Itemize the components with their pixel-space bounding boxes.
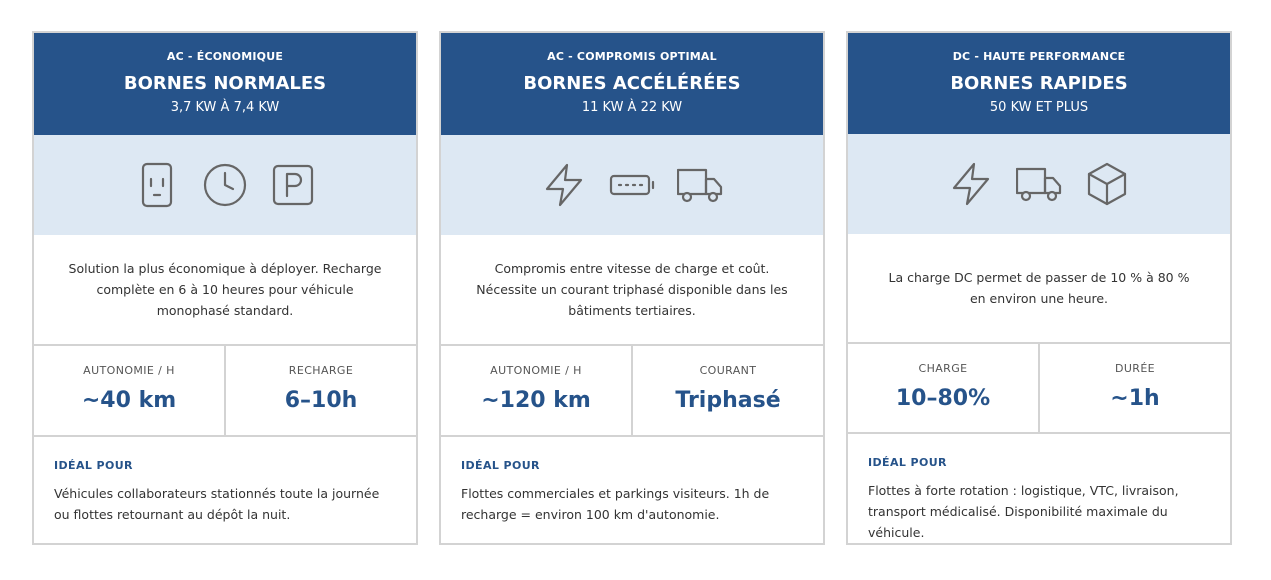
cards-container	[32, 31, 1232, 545]
ideal-label: IDÉAL POUR	[868, 455, 947, 469]
outlet-icon	[134, 162, 180, 208]
stat-value: ~120 km	[481, 388, 591, 413]
stat-label: DURÉE	[1114, 361, 1156, 375]
truck-icon	[1016, 161, 1062, 207]
battery-icon	[609, 162, 655, 208]
stat-value: ~1h	[1110, 385, 1160, 411]
stat-label: COURANT	[699, 364, 757, 377]
stat-autonomy	[34, 346, 224, 435]
icon-band	[441, 135, 823, 235]
ideal-label: IDÉAL POUR	[54, 459, 133, 472]
card-header	[441, 33, 823, 135]
ideal-section	[34, 437, 416, 525]
card-kicker: AC - COMPROMIS OPTIMAL	[547, 50, 717, 63]
ideal-label: IDÉAL POUR	[461, 459, 540, 472]
stat-value: ~40 km	[81, 388, 177, 413]
card-header	[848, 33, 1230, 134]
stat-recharge	[224, 346, 416, 435]
parking-icon	[270, 162, 316, 208]
box-icon	[1084, 161, 1130, 207]
stat-label: AUTONOMIE / H	[83, 364, 175, 377]
stat-label: CHARGE	[918, 361, 968, 375]
card-title: BORNES RAPIDES	[950, 73, 1128, 94]
card-accelerated-chargers	[439, 31, 825, 545]
stats-row	[34, 346, 416, 437]
lightning-icon	[541, 162, 587, 208]
card-description: La charge DC permet de passer de 10 % à 80 % en environ une heure.	[848, 234, 1230, 344]
card-kicker: DC - HAUTE PERFORMANCE	[952, 50, 1126, 63]
ideal-section	[441, 437, 823, 525]
stat-value: 6–10h	[284, 388, 358, 413]
ideal-text: Flottes à forte rotation : logistique, VTC, livraison, transport médicalisé. Disponibilité maximale du véhicule.	[868, 482, 1179, 540]
stat-current	[631, 346, 823, 435]
card-subtitle: 11 KW À 22 KW	[581, 100, 683, 115]
card-header	[34, 33, 416, 135]
stat-value: Triphasé	[675, 388, 781, 413]
card-normal-chargers	[32, 31, 418, 545]
ideal-text: Flottes commerciales et parkings visiteurs. 1h de recharge = environ 100 km d'autonomie.	[461, 486, 770, 522]
stats-row	[441, 346, 823, 437]
truck-icon	[677, 162, 723, 208]
ideal-text: Véhicules collaborateurs stationnés toute la journée ou flottes retournant au dépôt la nuit.	[54, 486, 380, 522]
ideal-section	[848, 434, 1230, 543]
stat-duration	[1038, 344, 1230, 432]
card-kicker: AC - ÉCONOMIQUE	[166, 50, 284, 63]
card-title: BORNES ACCÉLÉRÉES	[523, 73, 741, 94]
stats-row	[848, 344, 1230, 434]
card-description: Solution la plus économique à déployer. Recharge complète en 6 à 10 heures pour véhicule monophasé standard.	[34, 235, 416, 346]
card-subtitle: 50 KW ET PLUS	[989, 100, 1089, 115]
icon-band	[848, 134, 1230, 233]
stat-label: RECHARGE	[288, 364, 354, 377]
lightning-icon	[948, 161, 994, 207]
card-subtitle: 3,7 KW À 7,4 KW	[170, 100, 280, 115]
card-rapid-chargers	[846, 31, 1232, 545]
stat-value: 10–80%	[895, 385, 991, 411]
card-description: Compromis entre vitesse de charge et coût. Nécessite un courant triphasé disponible dans les bâtiments tertiaires.	[441, 235, 823, 346]
stat-label: AUTONOMIE / H	[490, 364, 582, 377]
stat-charge	[848, 344, 1038, 432]
icon-band	[34, 135, 416, 235]
stat-autonomy	[441, 346, 631, 435]
clock-icon	[202, 162, 248, 208]
card-title: BORNES NORMALES	[123, 73, 327, 94]
